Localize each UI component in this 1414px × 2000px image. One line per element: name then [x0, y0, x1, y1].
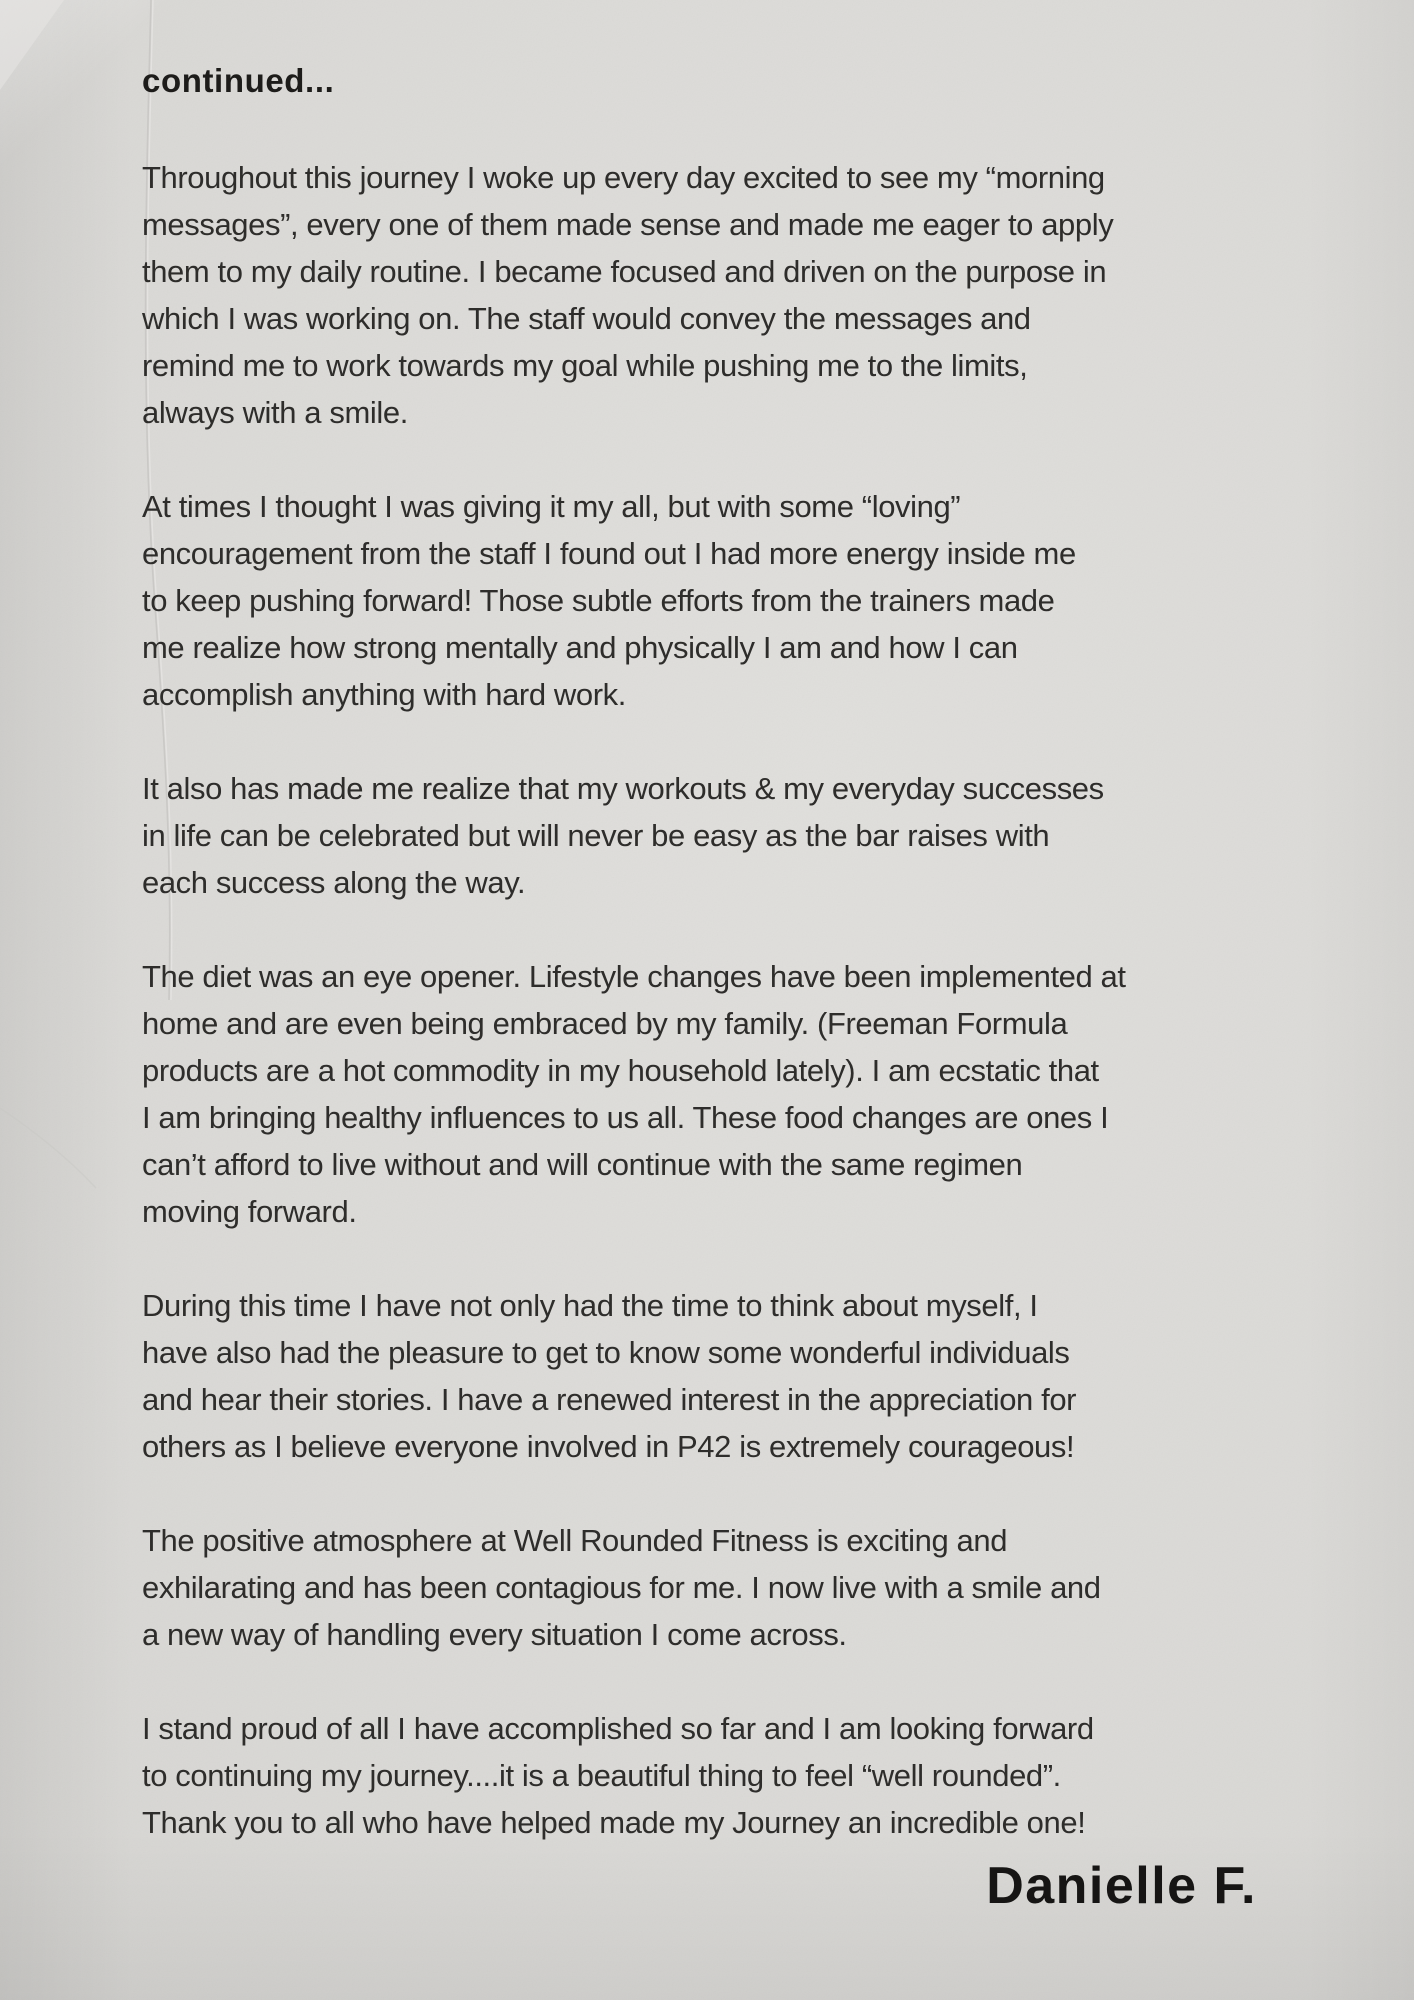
- text-line: encouragement from the staff I found out I had more energy inside me: [142, 536, 1076, 571]
- text-line: The diet was an eye opener. Lifestyle changes have been implemented at: [142, 959, 1126, 994]
- signature: Danielle F.: [986, 1857, 1257, 1915]
- text-line: always with a smile.: [142, 395, 408, 430]
- text-line: to keep pushing forward! Those subtle efforts from the trainers made: [142, 583, 1055, 618]
- text-line: can’t afford to live without and will continue with the same regimen: [142, 1147, 1023, 1182]
- text-line: home and are even being embraced by my family. (Freeman Formula: [142, 1006, 1068, 1041]
- text-line: I stand proud of all I have accomplished so far and I am looking forward: [142, 1711, 1094, 1746]
- testimonial-body: [142, 154, 1302, 1846]
- text-line: products are a hot commodity in my household lately). I am ecstatic that: [142, 1053, 1099, 1088]
- text-line: to continuing my journey....it is a beautiful thing to feel “well rounded”.: [142, 1758, 1061, 1793]
- testimonial-paragraph-5: [142, 1282, 1302, 1470]
- text-line: I am bringing healthy influences to us all. These food changes are ones I: [142, 1100, 1109, 1135]
- testimonial-paragraph-3: [142, 765, 1302, 906]
- text-line: Throughout this journey I woke up every day excited to see my “morning: [142, 160, 1105, 195]
- text-line: remind me to work towards my goal while pushing me to the limits,: [142, 348, 1028, 383]
- text-line: each success along the way.: [142, 865, 526, 900]
- text-line: messages”, every one of them made sense and made me eager to apply: [142, 207, 1114, 242]
- text-line: It also has made me realize that my workouts & my everyday successes: [142, 771, 1104, 806]
- text-line: At times I thought I was giving it my all, but with some “loving”: [142, 489, 961, 524]
- text-line: me realize how strong mentally and physically I am and how I can: [142, 630, 1018, 665]
- text-line: Thank you to all who have helped made my Journey an incredible one!: [142, 1805, 1086, 1840]
- text-line: in life can be celebrated but will never be easy as the bar raises with: [142, 818, 1050, 853]
- testimonial-paragraph-7: [142, 1705, 1302, 1846]
- text-line: During this time I have not only had the time to think about myself, I: [142, 1288, 1038, 1323]
- text-line: which I was working on. The staff would convey the messages and: [142, 301, 1031, 336]
- testimonial-paragraph-4: [142, 953, 1302, 1235]
- testimonial-paragraph-2: [142, 483, 1302, 718]
- text-line: accomplish anything with hard work.: [142, 677, 626, 712]
- text-line: a new way of handling every situation I come across.: [142, 1617, 847, 1652]
- letter-content: [142, 62, 1302, 1916]
- testimonial-paragraph-6: [142, 1517, 1302, 1658]
- testimonial-paragraph-1: [142, 154, 1302, 436]
- text-line: them to my daily routine. I became focused and driven on the purpose in: [142, 254, 1107, 289]
- text-line: have also had the pleasure to get to know some wonderful individuals: [142, 1335, 1070, 1370]
- text-line: moving forward.: [142, 1194, 357, 1229]
- text-line: The positive atmosphere at Well Rounded Fitness is exciting and: [142, 1523, 1008, 1558]
- page-title: continued...: [142, 62, 335, 99]
- text-line: exhilarating and has been contagious for me. I now live with a smile and: [142, 1570, 1101, 1605]
- text-line: others as I believe everyone involved in P42 is extremely courageous!: [142, 1429, 1075, 1464]
- text-line: and hear their stories. I have a renewed interest in the appreciation for: [142, 1382, 1077, 1417]
